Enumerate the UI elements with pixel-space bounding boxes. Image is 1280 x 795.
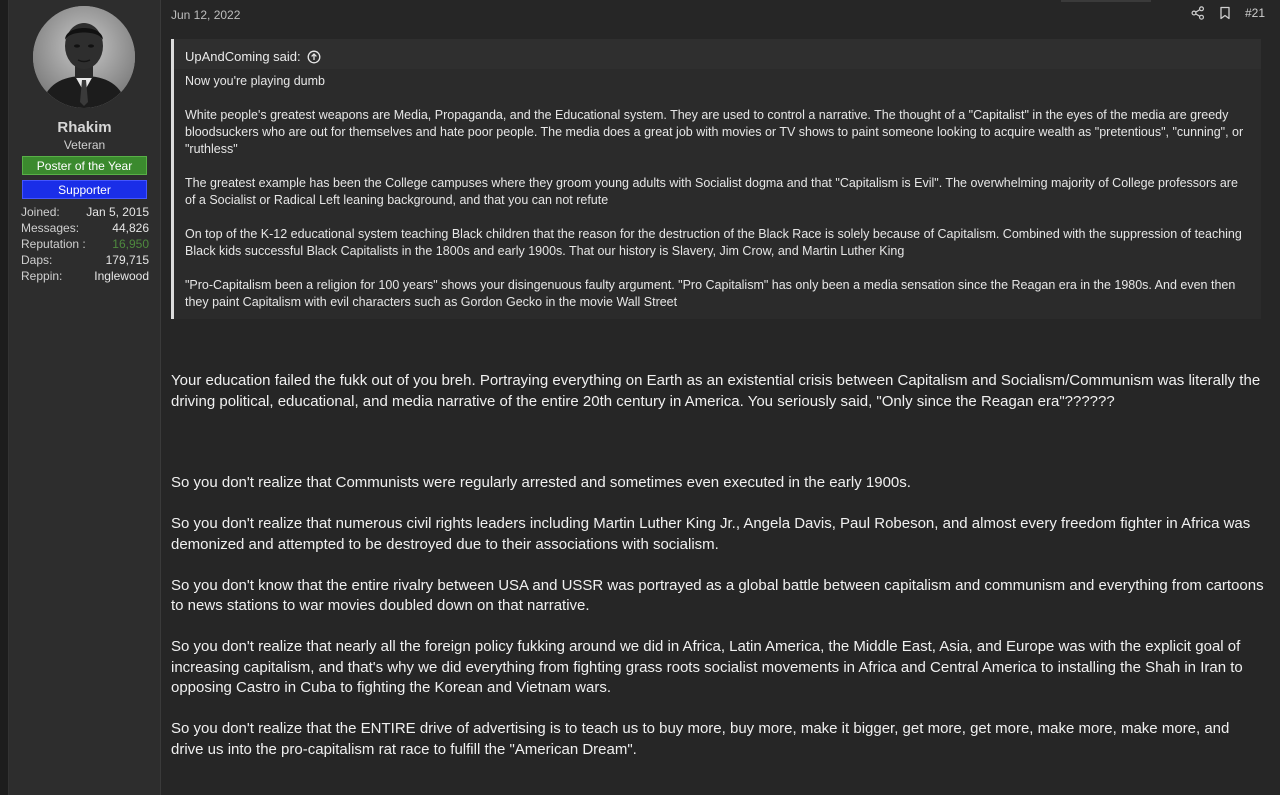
- stat-reppin: [21, 268, 149, 284]
- quote-paragraph: The greatest example has been the College campuses where they groom young adults with Socialist dogma and that "Capitalism is Evil". The overwhelming majority of College professors are of a Socialist or Radical Left leaning background, and that you can not refute: [185, 176, 1238, 207]
- stat-label: Reppin:: [21, 269, 63, 283]
- stat-reputation: [21, 236, 149, 252]
- stat-joined: [21, 204, 149, 220]
- stat-label: Joined:: [21, 205, 60, 219]
- post-actions: [1191, 6, 1265, 20]
- avatar[interactable]: [33, 6, 135, 108]
- divider: [1061, 0, 1151, 2]
- quote-block: [171, 39, 1261, 319]
- quote-paragraph: "Pro-Capitalism been a religion for 100 years" shows your disingenuous faulty argument. "Pro Capitalism" has only been a media sensation since the Reagan era in the 1980s. And even then they paint Capitalism with evil characters such as Gordon Gecko in the movie Wall Street: [185, 278, 1236, 309]
- body-paragraph: So you don't realize that nearly all the foreign policy fukking around we did in Africa, Latin America, the Middle East, Asia, and Europe was with the explicit goal of increasing capitalism, and that's why we did everything from fighting grass roots socialist movements in Africa and Central America to installing the Shah in Iran to opposing Castro in Cuba to fighting the Korean and Vietnam wars.: [171, 638, 1243, 696]
- user-stats: [21, 204, 149, 284]
- quote-paragraph: Now you're playing dumb: [185, 74, 325, 88]
- quote-author[interactable]: UpAndComing said:: [185, 49, 301, 64]
- banner-supporter: Supporter: [22, 180, 147, 199]
- post-body: [171, 371, 1266, 781]
- user-sidebar: [9, 0, 161, 795]
- avatar-image: [33, 6, 135, 108]
- stat-value: Jan 5, 2015: [86, 205, 149, 219]
- body-paragraph: So you don't know that the entire rivalry between USA and USSR was portrayed as a global battle between capitalism and communism and everything from cartoons to news stations to war movies doubled down on that narrative.: [171, 576, 1264, 614]
- quote-header: [185, 45, 1251, 69]
- stat-value: 179,715: [105, 253, 149, 267]
- body-paragraph: So you don't realize that Communists were regularly arrested and sometimes even executed in the early 1900s.: [171, 474, 911, 491]
- user-title: Veteran: [63, 138, 106, 152]
- stat-daps: [21, 252, 149, 268]
- body-paragraph: So you don't realize that the ENTIRE drive of advertising is to teach us to buy more, buy more, make it bigger, get more, get more, make more, make more, and drive us into the pro-capitalism rat race to fulfill the "American Dream".: [171, 720, 1230, 758]
- quote-paragraph: On top of the K-12 educational system teaching Black children that the reason for the destruction of the Black Race is solely because of Capitalism. Combined with the suppression of teaching Black kids successful Black Capitalists in the 1800s and early 1900s. That our history is Slavery, Jim Crow, and Martin Luther King: [185, 227, 1242, 258]
- stat-value: Inglewood: [94, 269, 149, 283]
- post-main: [161, 0, 1280, 795]
- username[interactable]: Rhakim: [57, 119, 112, 136]
- stat-label: Reputation :: [21, 237, 86, 251]
- arrow-up-circle-icon[interactable]: [307, 50, 321, 64]
- stat-value: 16,950: [112, 237, 149, 251]
- stat-label: Daps:: [21, 253, 53, 267]
- body-paragraph: So you don't realize that numerous civil rights leaders including Martin Luther King Jr., Angela Davis, Paul Robeson, and almost every freedom fighter in Africa was demonized and attempted to be destroyed due to their associations with socialism.: [171, 515, 1251, 553]
- stat-value[interactable]: 44,826: [112, 221, 149, 235]
- body-paragraph: Your education failed the fukk out of you breh. Portraying everything on Earth as an existential crisis between Capitalism and Socialism/Communism was literally the driving political, educational, and media narrative of the entire 20th century in America. You seriously said, "Only since the Reagan era"??????: [171, 372, 1261, 410]
- bookmark-icon[interactable]: [1219, 6, 1231, 20]
- stat-messages: [21, 220, 149, 236]
- post-date[interactable]: Jun 12, 2022: [171, 8, 241, 22]
- banner-poster-of-the-year: Poster of the Year: [22, 156, 147, 175]
- share-icon[interactable]: [1191, 6, 1205, 20]
- quote-paragraph: White people's greatest weapons are Media, Propaganda, and the Educational system. They are used to control a narrative. The thought of a "Capitalist" in the eyes of the media are greedy bloodsuckers who are out for themselves and hate poor people. The media does a great job with movies or TV shows to paint someone looking to acquire wealth as "pretentious", "cunning", or "ruthless": [185, 108, 1244, 156]
- post-container: [8, 0, 1280, 795]
- stat-label: Messages:: [21, 221, 80, 235]
- post-number[interactable]: #21: [1244, 6, 1265, 20]
- quote-body: [174, 69, 1261, 319]
